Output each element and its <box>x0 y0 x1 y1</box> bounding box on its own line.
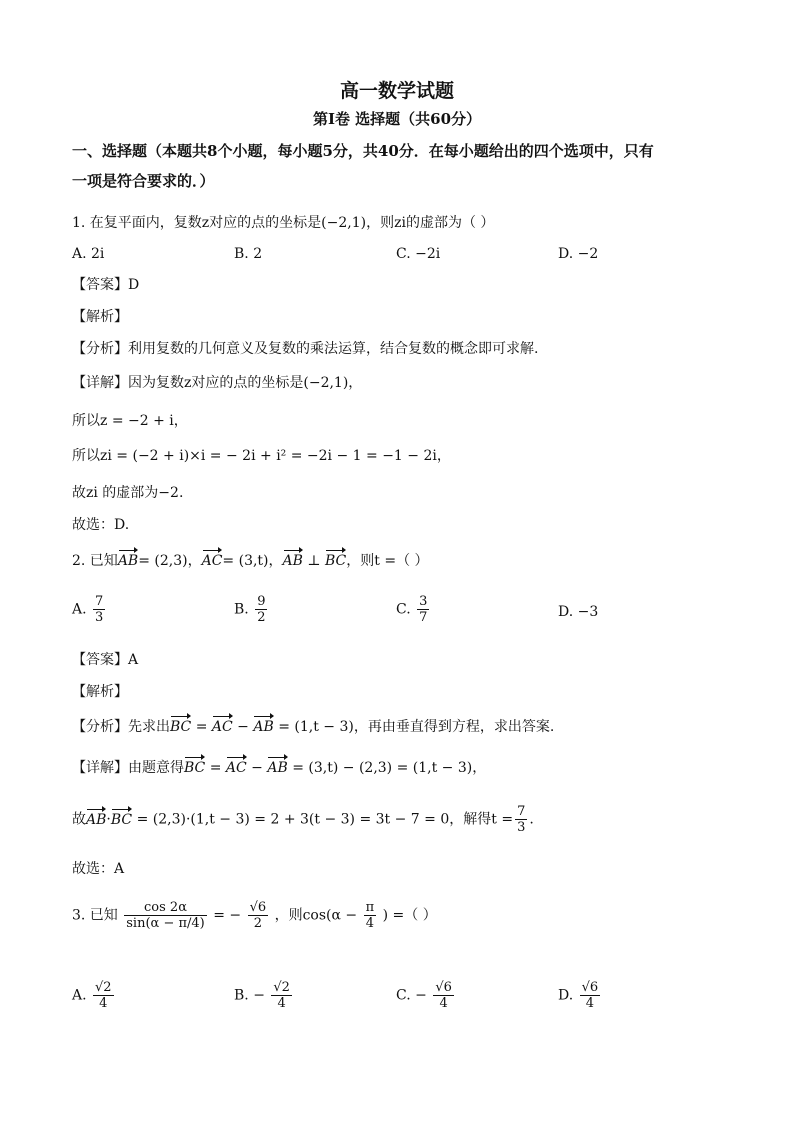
q3-option-d[interactable] <box>558 980 602 1011</box>
frac-den: 4 <box>365 916 375 931</box>
q2-xiangjie-post: = (3,t) − (2,3) = (1,t − 3)， <box>292 760 487 776</box>
frac-num: √2 <box>273 980 290 995</box>
q1-step2: 所以zi = (−2 + i)×i = − 2i + i² = −2i − 1 = −1 − 2i， <box>72 448 451 464</box>
q2-option-b-fraction <box>255 594 267 625</box>
q3-rhs-fraction <box>248 900 269 931</box>
q2-stem-suffix: ，则t =（ ） <box>346 553 429 569</box>
frac-den: 3 <box>517 820 526 835</box>
q2-fenxi-post: = (1,t − 3)，再由垂直得到方程，求出答案. <box>278 719 555 735</box>
q1-option-b[interactable]: B. 2 <box>234 246 263 262</box>
q3-option-b-label: B. <box>234 987 249 1004</box>
q3-option-a-label: A. <box>72 987 87 1004</box>
q2-option-c-label: C. <box>396 601 411 618</box>
frac-den: 2 <box>257 610 266 625</box>
vector-bc: BC <box>110 811 133 828</box>
vector-bc: BC <box>170 719 192 735</box>
q1-xiangjie: 【详解】因为复数z对应的点的坐标是(−2,1)， <box>72 375 363 391</box>
q2-fenxi: 【分析】先求出BC = AC − AB = (1,t − 3)，再由垂直得到方程，求出答案. <box>72 719 555 735</box>
q2-option-b-label: B. <box>234 601 249 618</box>
q3-option-c-sign: − <box>415 987 427 1004</box>
q2-fenxi-pre: 【分析】先求出 <box>72 719 170 735</box>
frac-num: 7 <box>95 594 104 609</box>
frac-num: √6 <box>435 980 452 995</box>
q2-option-a-label: A. <box>72 601 87 618</box>
q3-stem-prefix: 3. 已知 <box>72 907 118 924</box>
vector-ab: AB <box>117 553 139 569</box>
frac-num: √2 <box>95 980 112 995</box>
q3-rhs: = − <box>213 907 242 924</box>
q1-answer: 【答案】D <box>72 277 140 293</box>
vector-bc: BC <box>325 553 347 569</box>
q3-option-a[interactable] <box>72 980 116 1011</box>
q2-stem-prefix: 2. 已知 <box>72 553 118 569</box>
q2-option-b[interactable] <box>234 594 269 625</box>
q1-stem: 1. 在复平面内，复数z对应的点的坐标是(−2,1)，则zi的虚部为（ ） <box>72 215 495 231</box>
q3-then-fraction <box>364 900 377 931</box>
q3-option-d-fraction <box>580 980 601 1011</box>
q2-eq-fraction <box>515 804 527 835</box>
frac-den: 4 <box>99 996 108 1011</box>
q1-choose: 故选：D. <box>72 517 130 533</box>
q2-option-c-fraction <box>417 594 429 625</box>
q2-ab-value: = (2,3)， <box>138 553 202 569</box>
frac-num: 9 <box>257 594 266 609</box>
frac-den: sin(α − π/4) <box>126 916 205 931</box>
vector-ab: AB <box>86 811 107 828</box>
vector-ab: AB <box>267 760 288 776</box>
q3-option-b-sign: − <box>253 987 265 1004</box>
frac-den: 3 <box>95 610 104 625</box>
vector-ac: AC <box>211 719 233 735</box>
q2-option-c[interactable] <box>396 594 431 625</box>
q2-equation: 故AB·BC = (2,3)·(1,t − 3) = 2 + 3(t − 3) = 3t − 7 = 0，解得t = $\frac{7}{3}$ . <box>72 804 534 835</box>
q2-stem <box>72 552 429 570</box>
q2-option-d-label: D. <box>558 604 574 620</box>
q2-option-a[interactable] <box>72 594 107 625</box>
q3-option-c-label: C. <box>396 987 411 1004</box>
q2-eq-mid: = (2,3)·(1,t − 3) = 2 + 3(t − 3) = 3t − 7 = 0，解得t = <box>136 811 514 828</box>
q3-option-c[interactable] <box>396 980 456 1011</box>
q1-option-a[interactable]: A. 2i <box>72 246 105 262</box>
frac-num: π <box>365 900 375 915</box>
frac-den: 4 <box>277 996 286 1011</box>
frac-den: 4 <box>439 996 448 1011</box>
section-heading-line1: 一、选择题（本题共8个小题，每小题5分，共40分．在每小题给出的四个选项中，只有 <box>72 142 654 160</box>
vector-ac: AC <box>225 760 247 776</box>
q2-xiangjie: 【详解】由题意得BC = AC − AB = (3,t) − (2,3) = (1,t − 3)， <box>72 760 487 776</box>
q3-main-fraction <box>124 900 206 931</box>
vector-bc: BC <box>184 760 206 776</box>
q3-option-b[interactable] <box>234 980 294 1011</box>
frac-num: 7 <box>517 804 526 819</box>
q1-option-c[interactable]: C. −2i <box>396 246 441 262</box>
page-title: 高一数学试题 <box>339 80 454 102</box>
frac-num: √6 <box>249 900 267 915</box>
q1-jiexi: 【解析】 <box>72 309 128 325</box>
q3-option-d-label: D. <box>558 987 574 1004</box>
frac-den: 2 <box>253 916 262 931</box>
vector-ab: AB <box>253 719 274 735</box>
q2-jiexi: 【解析】 <box>72 684 128 700</box>
q1-fenxi: 【分析】利用复数的几何意义及复数的乘法运算，结合复数的概念即可求解. <box>72 341 539 357</box>
vector-ab-2: AB <box>282 553 303 569</box>
q1-step1: 所以z = −2 + i， <box>72 413 188 429</box>
q3-then: ，则cos(α − <box>274 907 358 924</box>
q3-stem <box>72 900 437 931</box>
q2-choose: 故选：A <box>72 861 125 877</box>
q2-xiangjie-pre: 【详解】由题意得 <box>72 760 184 776</box>
frac-den: 4 <box>585 996 595 1011</box>
q3-option-a-fraction <box>93 980 114 1011</box>
page-subtitle: 第Ⅰ卷 选择题（共60分） <box>312 110 482 128</box>
vector-ac: AC <box>201 553 223 569</box>
q1-step3: 故zi 的虚部为−2. <box>72 485 184 501</box>
frac-num: 3 <box>419 594 428 609</box>
q2-ac-value: = (3,t)， <box>222 553 283 569</box>
q3-option-c-fraction <box>433 980 454 1011</box>
q2-option-d[interactable] <box>558 603 598 621</box>
q3-option-b-fraction <box>271 980 292 1011</box>
frac-num: cos 2α <box>124 900 206 916</box>
section-heading-line2: 一项是符合要求的．） <box>72 172 215 190</box>
frac-den: 7 <box>419 610 428 625</box>
q2-option-d-value: −3 <box>577 604 599 620</box>
q2-eq-pre: 故 <box>72 811 86 828</box>
q1-option-d[interactable]: D. −2 <box>558 246 599 262</box>
q2-answer: 【答案】A <box>72 652 139 668</box>
frac-num: √6 <box>581 980 599 995</box>
q3-then-post: ) =（ ） <box>382 907 437 924</box>
perp-symbol: ⊥ <box>302 553 325 569</box>
q2-option-a-fraction <box>93 594 105 625</box>
